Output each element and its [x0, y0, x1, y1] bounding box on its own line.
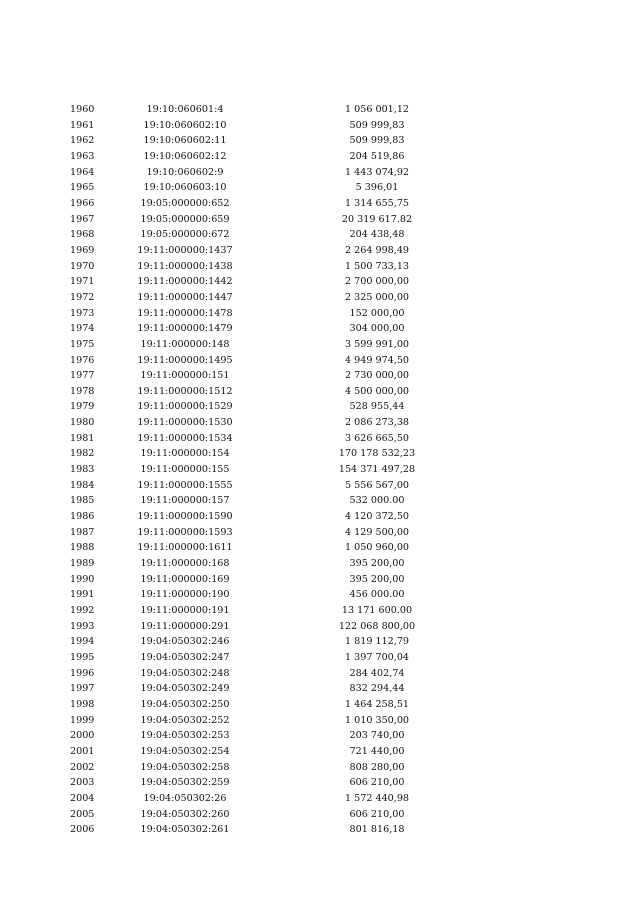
row-number: 1961: [70, 119, 95, 131]
row-number: 1990: [70, 573, 95, 585]
row-number: 2006: [70, 824, 95, 836]
row-number: 1966: [70, 197, 95, 209]
cadastral-value-table: [0, 102, 640, 838]
row-number: 2005: [70, 808, 95, 820]
cadastral-number: 19:04:050302:248: [140, 667, 230, 679]
cadastral-value: 3 626 665,50: [344, 432, 410, 444]
table-row: [0, 728, 640, 744]
cadastral-number: 19:11:000000:1512: [137, 385, 233, 397]
row-number: 2003: [70, 777, 95, 789]
table-row: [0, 384, 640, 400]
row-number: 1985: [70, 495, 95, 507]
table-row: [0, 149, 640, 165]
row-number: 1993: [70, 620, 95, 632]
cadastral-number: 19:11:000000:1590: [137, 511, 233, 523]
cadastral-value: 1 397 700,04: [344, 651, 410, 663]
cadastral-value: 152 000,00: [349, 307, 405, 319]
table-row: [0, 290, 640, 306]
cadastral-number: 19:05:000000:659: [140, 213, 230, 225]
table-row: [0, 760, 640, 776]
table-row: [0, 274, 640, 290]
cadastral-value: 801 816,18: [349, 824, 405, 836]
cadastral-value: 1 819 112,79: [344, 636, 410, 648]
table-row: [0, 321, 640, 337]
cadastral-number: 19:11:000000:1447: [137, 291, 233, 303]
table-row: [0, 493, 640, 509]
cadastral-number: 19:04:050302:253: [140, 730, 230, 742]
table-row: [0, 681, 640, 697]
table-row: [0, 572, 640, 588]
cadastral-value: 395 200,00: [349, 573, 405, 585]
cadastral-value: 532 000.00: [349, 495, 405, 507]
cadastral-number: 19:11:000000:148: [140, 338, 230, 350]
row-number: 1963: [70, 150, 95, 162]
cadastral-value: 154 371 497,28: [338, 464, 416, 476]
cadastral-value: 1 050 960,00: [344, 542, 410, 554]
row-number: 1977: [70, 370, 95, 382]
cadastral-number: 19:11:000000:1530: [137, 417, 233, 429]
table-row: [0, 133, 640, 149]
table-row: [0, 697, 640, 713]
cadastral-number: 19:04:050302:254: [140, 745, 230, 757]
row-number: 1964: [70, 166, 95, 178]
table-row: [0, 650, 640, 666]
table-row: [0, 196, 640, 212]
cadastral-number: 19:05:000000:652: [140, 197, 230, 209]
row-number: 1970: [70, 260, 95, 272]
cadastral-value: 304 000,00: [349, 323, 405, 335]
cadastral-number: 19:04:050302:260: [140, 808, 230, 820]
cadastral-value: 1 010 350,00: [344, 714, 410, 726]
cadastral-value: 2 730 000,00: [344, 370, 410, 382]
table-row: [0, 180, 640, 196]
table-row: [0, 306, 640, 322]
row-number: 1982: [70, 448, 95, 460]
table-row: [0, 540, 640, 556]
cadastral-value: 1 443 074,92: [344, 166, 410, 178]
row-number: 1979: [70, 401, 95, 413]
row-number: 1989: [70, 558, 95, 570]
table-row: [0, 791, 640, 807]
row-number: 1981: [70, 432, 95, 444]
table-row: [0, 556, 640, 572]
table-row: [0, 462, 640, 478]
cadastral-value: 2 325 000,00: [344, 291, 410, 303]
table-row: [0, 619, 640, 635]
row-number: 1987: [70, 526, 95, 538]
cadastral-number: 19:04:050302:261: [140, 824, 230, 836]
cadastral-value: 1 572 440,98: [344, 792, 410, 804]
row-number: 2004: [70, 792, 95, 804]
table-row: [0, 399, 640, 415]
cadastral-value: 203 740,00: [349, 730, 405, 742]
cadastral-value: 808 280,00: [349, 761, 405, 773]
cadastral-number: 19:04:050302:249: [140, 683, 230, 695]
cadastral-value: 1 314 655,75: [344, 197, 410, 209]
row-number: 1997: [70, 683, 95, 695]
cadastral-value: 4 500 000,00: [344, 385, 410, 397]
table-row: [0, 587, 640, 603]
cadastral-number: 19:10:060603:10: [143, 182, 227, 194]
cadastral-value: 5 396,01: [355, 182, 399, 194]
row-number: 1998: [70, 698, 95, 710]
table-row: [0, 118, 640, 134]
cadastral-number: 19:04:050302:252: [140, 714, 230, 726]
cadastral-number: 19:11:000000:1479: [137, 323, 233, 335]
cadastral-value: 204 519,86: [349, 150, 405, 162]
table-row: [0, 415, 640, 431]
cadastral-number: 19:11:000000:190: [140, 589, 230, 601]
cadastral-value: 20 319 617.82: [341, 213, 413, 225]
row-number: 1983: [70, 464, 95, 476]
row-number: 2000: [70, 730, 95, 742]
cadastral-value: 606 210,00: [349, 777, 405, 789]
row-number: 1992: [70, 605, 95, 616]
row-number: 1986: [70, 511, 95, 523]
cadastral-value: 2 086 273,38: [344, 417, 410, 429]
table-row: [0, 603, 640, 619]
table-row: [0, 807, 640, 823]
cadastral-number: 19:11:000000:291: [140, 620, 230, 632]
table-row: [0, 822, 640, 838]
table-row: [0, 165, 640, 181]
row-number: 1984: [70, 479, 95, 491]
cadastral-number: 19:04:050302:259: [140, 777, 230, 789]
cadastral-number: 19:11:000000:1534: [137, 432, 233, 444]
table-row: [0, 446, 640, 462]
cadastral-number: 19:11:000000:191: [140, 605, 230, 616]
cadastral-number: 19:11:000000:1529: [137, 401, 233, 413]
row-number: 1973: [70, 307, 95, 319]
cadastral-number: 19:11:000000:1593: [137, 526, 233, 538]
cadastral-value: 1 500 733,13: [344, 260, 410, 272]
row-number: 1969: [70, 244, 95, 256]
cadastral-number: 19:10:060602:9: [146, 166, 224, 178]
table-row: [0, 243, 640, 259]
row-number: 1988: [70, 542, 95, 554]
cadastral-number: 19:11:000000:169: [140, 573, 230, 585]
row-number: 2002: [70, 761, 95, 773]
cadastral-number: 19:10:060602:11: [143, 135, 227, 147]
cadastral-value: 528 955,44: [349, 401, 405, 413]
cadastral-number: 19:11:000000:1555: [137, 479, 233, 491]
table-row: [0, 775, 640, 791]
row-number: 1980: [70, 417, 95, 429]
cadastral-number: 19:04:050302:250: [140, 698, 230, 710]
cadastral-value: 509 999,83: [349, 135, 405, 147]
row-number: 2001: [70, 745, 95, 757]
cadastral-number: 19:10:060602:12: [143, 150, 227, 162]
cadastral-value: 4 949 974,50: [344, 354, 410, 366]
cadastral-value: 284 402,74: [349, 667, 405, 679]
cadastral-number: 19:04:050302:246: [140, 636, 230, 648]
table-row: [0, 212, 640, 228]
cadastral-value: 204 438,48: [349, 229, 405, 241]
table-row: [0, 713, 640, 729]
row-number: 1999: [70, 714, 95, 726]
cadastral-number: 19:10:060601:4: [146, 104, 224, 115]
cadastral-number: 19:04:050302:247: [140, 651, 230, 663]
cadastral-value: 13 171 600.00: [341, 605, 413, 616]
cadastral-value: 1 464 258,51: [344, 698, 410, 710]
cadastral-value: 2 264 998,49: [344, 244, 410, 256]
row-number: 1974: [70, 323, 95, 335]
cadastral-value: 3 599 991,00: [344, 338, 410, 350]
cadastral-value: 395 200,00: [349, 558, 405, 570]
table-row: [0, 478, 640, 494]
cadastral-number: 19:11:000000:1611: [137, 542, 233, 554]
cadastral-value: 4 129 500,00: [344, 526, 410, 538]
cadastral-number: 19:11:000000:168: [140, 558, 230, 570]
cadastral-number: 19:11:000000:151: [140, 370, 230, 382]
table-row: [0, 353, 640, 369]
table-row: [0, 102, 640, 118]
cadastral-value: 122 068 800,00: [338, 620, 416, 632]
cadastral-number: 19:11:000000:1437: [137, 244, 233, 256]
cadastral-number: 19:04:050302:258: [140, 761, 230, 773]
row-number: 1975: [70, 338, 95, 350]
table-row: [0, 227, 640, 243]
row-number: 1978: [70, 385, 95, 397]
row-number: 1962: [70, 135, 95, 147]
cadastral-number: 19:11:000000:1478: [137, 307, 233, 319]
row-number: 1972: [70, 291, 95, 303]
table-row: [0, 634, 640, 650]
cadastral-value: 170 178 532,23: [338, 448, 416, 460]
row-number: 1960: [70, 104, 95, 115]
cadastral-number: 19:11:000000:154: [140, 448, 230, 460]
table-row: [0, 744, 640, 760]
table-row: [0, 431, 640, 447]
row-number: 1968: [70, 229, 95, 241]
table-row: [0, 509, 640, 525]
cadastral-value: 5 556 567,00: [344, 479, 410, 491]
cadastral-value: 721 440,00: [349, 745, 405, 757]
row-number: 1965: [70, 182, 95, 194]
row-number: 1991: [70, 589, 95, 601]
cadastral-value: 4 120 372,50: [344, 511, 410, 523]
table-row: [0, 666, 640, 682]
cadastral-number: 19:11:000000:157: [140, 495, 230, 507]
table-row: [0, 337, 640, 353]
cadastral-number: 19:11:000000:1438: [137, 260, 233, 272]
cadastral-value: 2 700 000,00: [344, 276, 410, 288]
cadastral-value: 509 999,83: [349, 119, 405, 131]
cadastral-value: 456 000.00: [349, 589, 405, 601]
cadastral-value: 832 294,44: [349, 683, 405, 695]
cadastral-number: 19:11:000000:1442: [137, 276, 233, 288]
cadastral-number: 19:04:050302:26: [143, 792, 227, 804]
row-number: 1967: [70, 213, 95, 225]
row-number: 1994: [70, 636, 95, 648]
table-row: [0, 525, 640, 541]
table-row: [0, 259, 640, 275]
row-number: 1995: [70, 651, 95, 663]
cadastral-number: 19:11:000000:155: [140, 464, 230, 476]
table-row: [0, 368, 640, 384]
cadastral-number: 19:10:060602:10: [143, 119, 227, 131]
cadastral-number: 19:05:000000:672: [140, 229, 230, 241]
row-number: 1971: [70, 276, 95, 288]
row-number: 1996: [70, 667, 95, 679]
row-number: 1976: [70, 354, 95, 366]
cadastral-number: 19:11:000000:1495: [137, 354, 233, 366]
cadastral-value: 1 056 001,12: [344, 104, 410, 115]
cadastral-value: 606 210,00: [349, 808, 405, 820]
